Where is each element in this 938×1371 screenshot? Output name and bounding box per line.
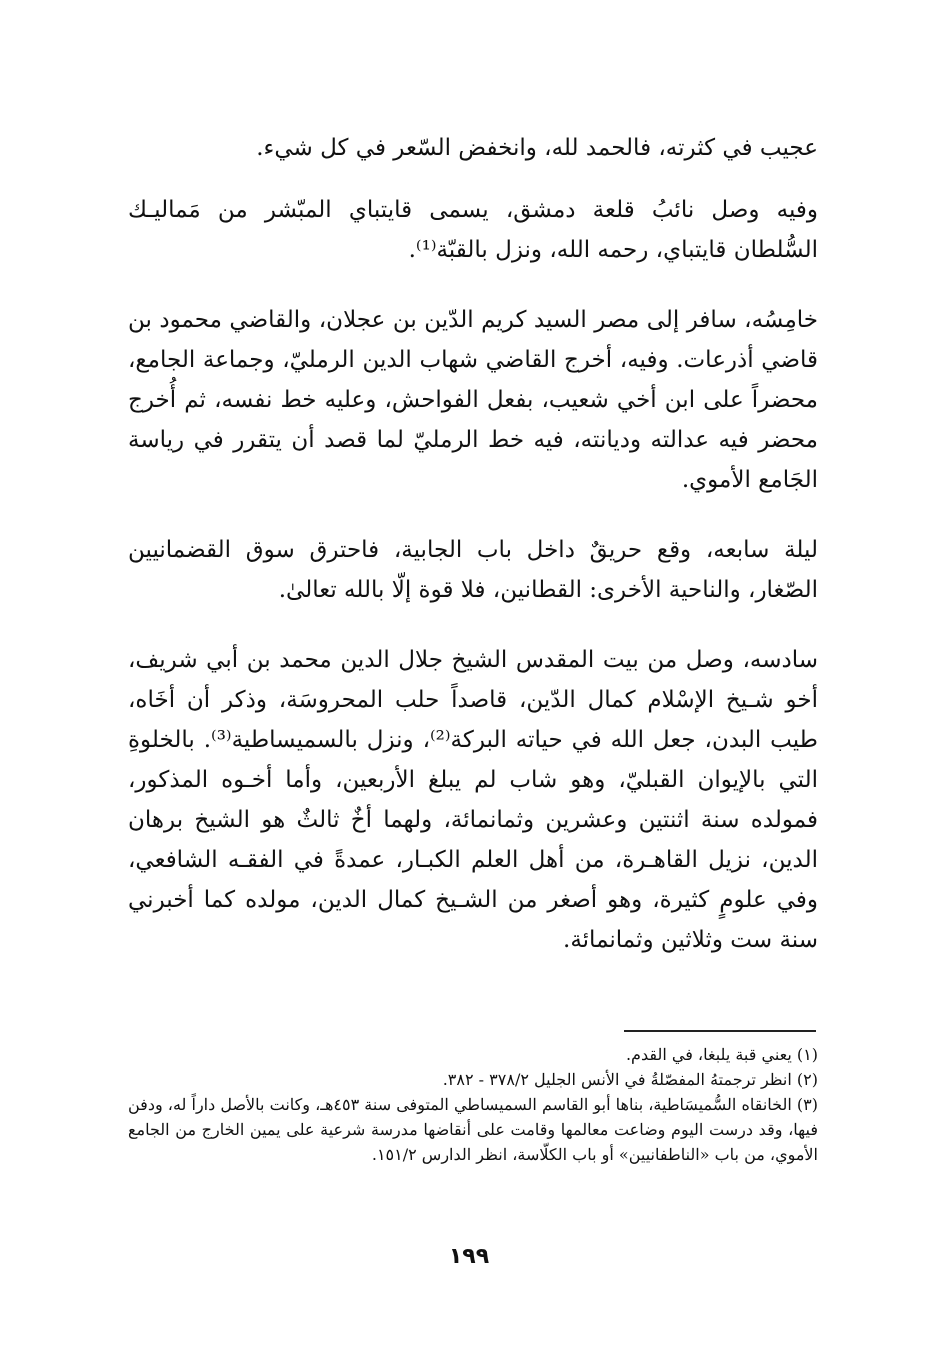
page-number: ١٩٩ [448,1244,490,1269]
footnote-1: (١) يعني قبة يلبغا، في القدم. [625,1045,818,1064]
paragraph-4: ليلة سابعه، وقع حريقٌ داخل باب الجابية، فاحترق سوق القضمانيين الصّغار، والناحية الأخرى: القطانين، فلا قوة إلّا بالله تعالىٰ. [128,537,818,603]
paragraph-3: خامِسُه، سافر إلى مصر السيد كريم الدّين بن عجلان، والقاضي محمود بن قاضي أذرعات. وفيه، أخرج القاضي شهاب الدين الرمليّ، وجماعة الجامع، محضراً على ابن أخي شعيب، بفعل الفواحش، وعليه خط نفسه، ثم أُخرج محضر فيه عدالته وديانته، فيه خط الرمليّ لما قصد أن يتقرر في رياسة الجَامع الأموي. [128,307,818,493]
paragraph-5: سادسه، وصل من بيت المقدس الشيخ جلال الدين محمد بن أبي شريف، أخو شـيخ الإسْلام كمال الدّين، قاصداً حلب المحروسَة، وذكر أن أخَاه، طيب البدن، جعل الله في حياته البركة⁽²⁾، ونزل بالسميساطية⁽³⁾. بالخلوةِ التي بالإيوان القبليّ، وهو شاب لم يبلغ الأربعين، وأما أخـوه المذكور، فمولده سنة اثنتين وعشرين وثمانمائة، ولهما أخٌ ثالثٌ هو الشيخ برهان الدين، نزيل القاهـرة، من أهل العلم الكبـار، عمدةً في الفقـه الشافعي، وفي علومٍ كثيرة، وهو أصغر من الشـيخ كمال الدين، مولده كما أخبرني سنة ست وثلاثين وثمانمائة. [128,647,818,953]
paragraph-2: وفيه وصل نائبُ قلعة دمشق، يسمى قايتباي المبّشر من مَماليـك السُّلطان قايتباي، رحمه الله، ونزل بالقبّة⁽¹⁾. [128,197,818,263]
footnote-divider [624,1030,816,1032]
paragraph-1: عجيب في كثرته، فالحمد لله، وانخفض السّعر في كل شيء. [256,135,818,161]
footnote-3: (٣) الخانقاه السُّميسَاطية، بناها أبو القاسم السميساطي المتوفى سنة ٤٥٣هـ، وكانت بالأصل داراً له، ودفن فيها، وقد درست اليوم وضاعت معالمها وقامت على أنقاضها مدرسة شرعية على يمين الخارج من الجامع الأموي، من باب «الناطفانيين» أو باب الكلّاسة، انظر الدارس ١٥١/٢. [128,1095,819,1164]
main-text [128,128,818,990]
footnote-2: (٢) انظر ترجمتهُ المفصّلةُ في الأنس الجليل ٣٧٨/٢ - ٣٨٢. [442,1070,818,1089]
footnotes [128,1042,818,1167]
